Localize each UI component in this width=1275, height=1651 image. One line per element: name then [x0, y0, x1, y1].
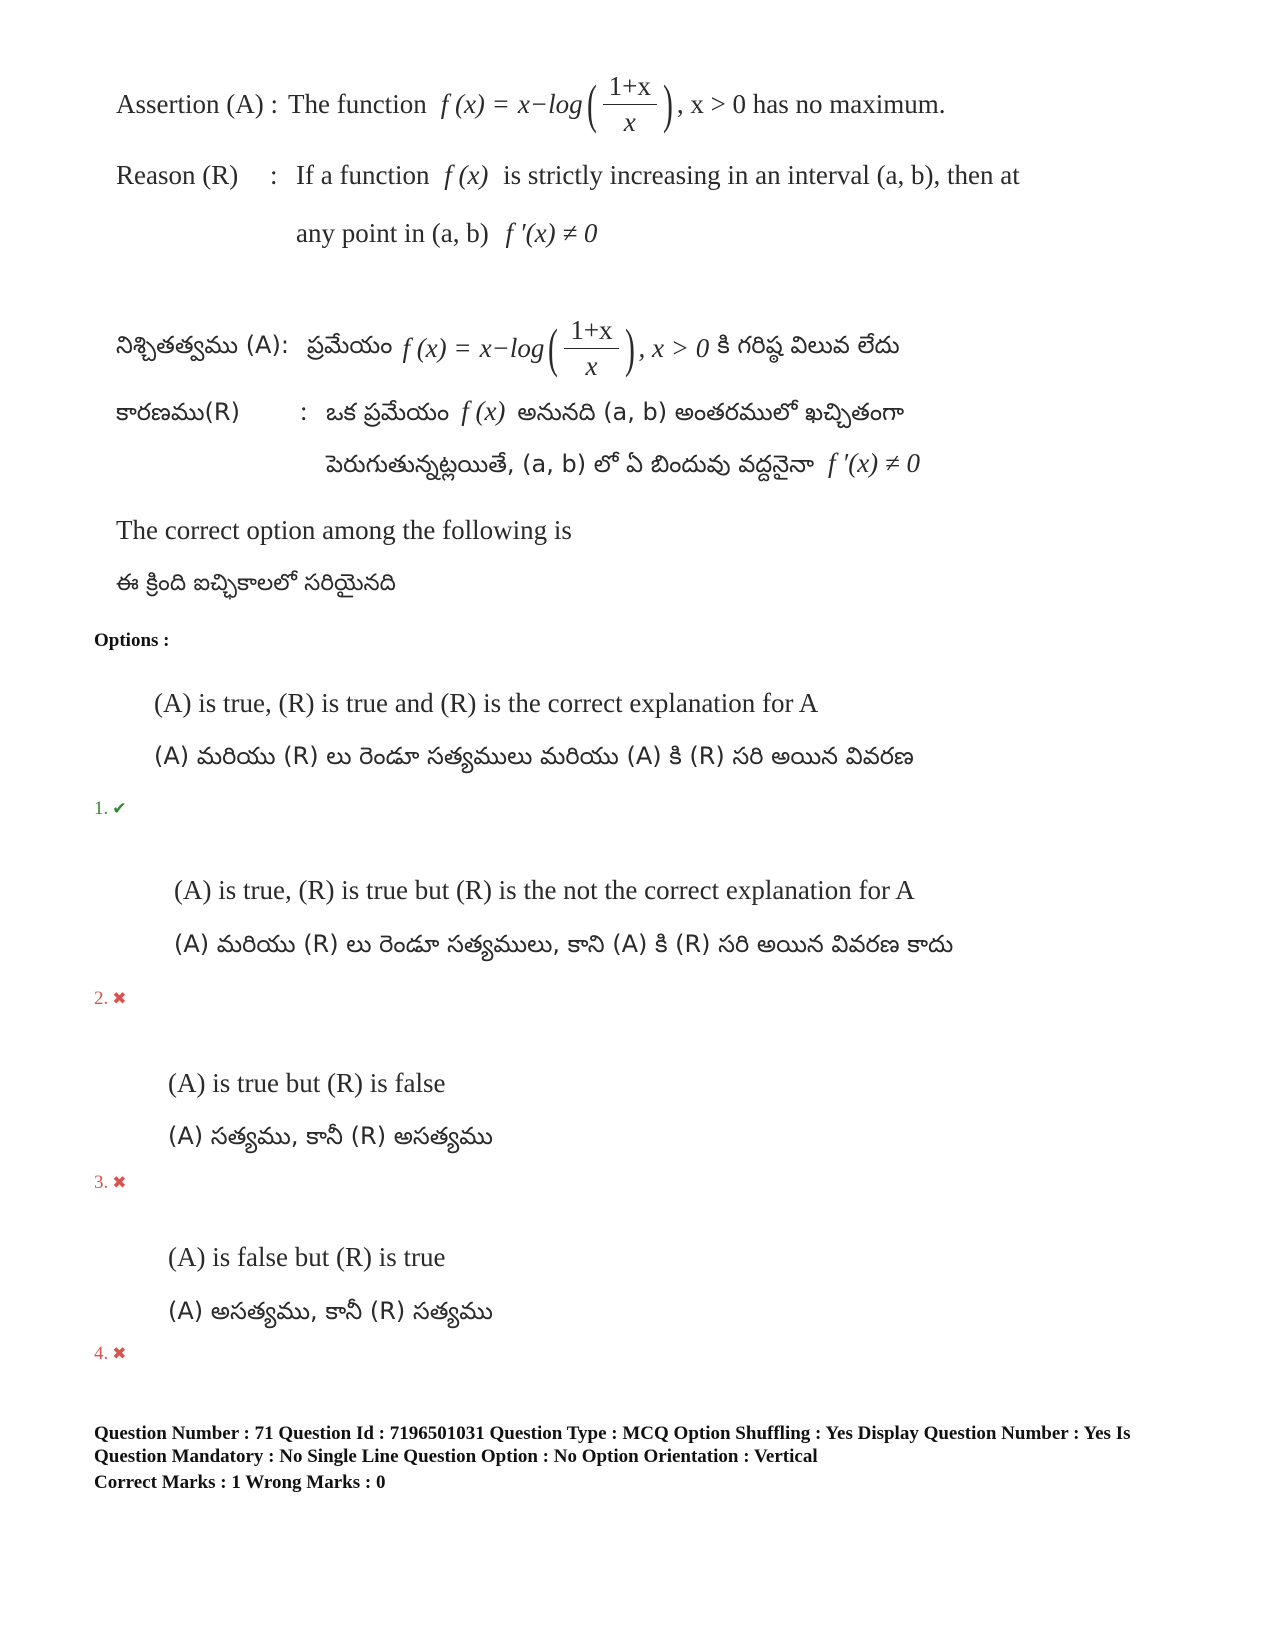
meta-line-3: Correct Marks : 1 Wrong Marks : 0	[94, 1472, 386, 1493]
assertion-te-minus-log: −log	[491, 332, 545, 363]
reason-te-colon: :	[300, 396, 308, 426]
option-2-number: 2.	[94, 988, 109, 1009]
options-label: Options :	[94, 630, 170, 651]
cross-icon: ✖	[112, 1173, 127, 1193]
reason-te-line2-a: పెరుగుతున్నట్లయితే, (a, b) లో ఏ బిందువు వద్దనైనా	[326, 450, 815, 478]
reason-te-line1	[326, 396, 904, 432]
assertion-te-line	[116, 316, 900, 380]
option-1-number: 1.	[94, 798, 109, 819]
assertion-label: Assertion (A) :	[116, 88, 278, 119]
right-paren-te: )	[624, 318, 635, 378]
assertion-te-tail-math: , x > 0	[638, 332, 710, 363]
option-3-marker[interactable]	[94, 1172, 127, 1194]
assertion-te-x: x	[479, 332, 492, 363]
reason-te-line1-a: ఒక ప్రమేయం	[326, 398, 450, 426]
reason-line2	[296, 218, 597, 249]
meta-line-2: Question Mandatory : No Single Line Question Option : No Option Orientation : Vertical	[94, 1446, 818, 1467]
assertion-te-tail: కి గరిష్ఠ విలువ లేదు	[717, 331, 900, 359]
option-1-marker[interactable]	[94, 798, 127, 820]
assertion-te-fx: f (x) =	[402, 332, 472, 363]
option-2-te: (A) మరియు (R) లు రెండూ సత్యములు, కాని (A) కి (R) సరి అయిన వివరణ కాదు	[174, 930, 954, 958]
fraction-denominator: x	[623, 106, 636, 137]
option-3-number: 3.	[94, 1172, 109, 1193]
assertion-x: x	[517, 88, 530, 119]
assertion-fx: f (x) =	[440, 88, 510, 119]
reason-te-line1-f: f (x)	[461, 396, 506, 426]
option-3-te: (A) సత్యము, కానీ (R) అసత్యము	[168, 1122, 493, 1150]
check-icon: ✔	[112, 799, 127, 819]
reason-line2-math: f ′(x) ≠ 0	[505, 218, 598, 248]
reason-line1-a: If a function	[296, 160, 430, 190]
reason-line1-b: is strictly increasing in an interval (a, b), then at	[503, 160, 1020, 190]
assertion-tail: , x > 0 has no maximum.	[676, 88, 946, 119]
right-paren: )	[662, 74, 673, 134]
reason-line1	[296, 160, 1020, 191]
option-1-en: (A) is true, (R) is true and (R) is the correct explanation for A	[154, 688, 819, 718]
assertion-text: The function	[287, 88, 427, 119]
assertion-te-text: ప్రమేయం	[306, 331, 393, 359]
prompt-en: The correct option among the following is	[116, 515, 572, 545]
assertion-fraction	[603, 71, 657, 138]
left-paren: (	[586, 74, 597, 134]
assertion-line	[116, 70, 946, 137]
reason-te-label: కారణము(R)	[116, 398, 240, 426]
option-4-en: (A) is false but (R) is true	[168, 1242, 446, 1272]
prompt-te: ఈ క్రింది ఐచ్ఛికాలలో సరియైనది	[116, 570, 396, 596]
cross-icon: ✖	[112, 1344, 127, 1364]
fraction-te-denominator: x	[585, 350, 598, 381]
option-4-number: 4.	[94, 1343, 109, 1364]
reason-line2-a: any point in (a, b)	[296, 218, 489, 248]
reason-te-line2	[326, 448, 920, 484]
option-1-te: (A) మరియు (R) లు రెండూ సత్యములు మరియు (A) కి (R) సరి అయిన వివరణ	[154, 742, 914, 770]
option-3-en: (A) is true but (R) is false	[168, 1068, 446, 1098]
reason-te-line1-b: అనునది (a, b) అంతరములో ఖచ్చితంగా	[517, 398, 905, 426]
fraction-te-numerator: 1+x	[564, 315, 618, 349]
option-4-marker[interactable]	[94, 1343, 127, 1365]
meta-line-1: Question Number : 71 Question Id : 7196501031 Question Type : MCQ Option Shuffling : Yes Display Question Number : Yes Is	[94, 1423, 1131, 1444]
reason-te-line2-math: f ′(x) ≠ 0	[828, 448, 920, 478]
reason-line1-f: f (x)	[444, 160, 489, 190]
assertion-minus-log: −log	[529, 88, 583, 119]
fraction-numerator: 1+x	[603, 71, 657, 105]
left-paren-te: (	[548, 318, 559, 378]
cross-icon: ✖	[112, 989, 127, 1009]
reason-colon: :	[270, 160, 278, 190]
assertion-te-label: నిశ్చితత్వము (A):	[116, 331, 289, 359]
assertion-te-fraction	[564, 315, 618, 382]
option-2-en: (A) is true, (R) is true but (R) is the not the correct explanation for A	[174, 875, 915, 905]
option-2-marker[interactable]	[94, 988, 127, 1010]
reason-label: Reason (R)	[116, 160, 239, 190]
option-4-te: (A) అసత్యము, కానీ (R) సత్యము	[168, 1297, 493, 1325]
